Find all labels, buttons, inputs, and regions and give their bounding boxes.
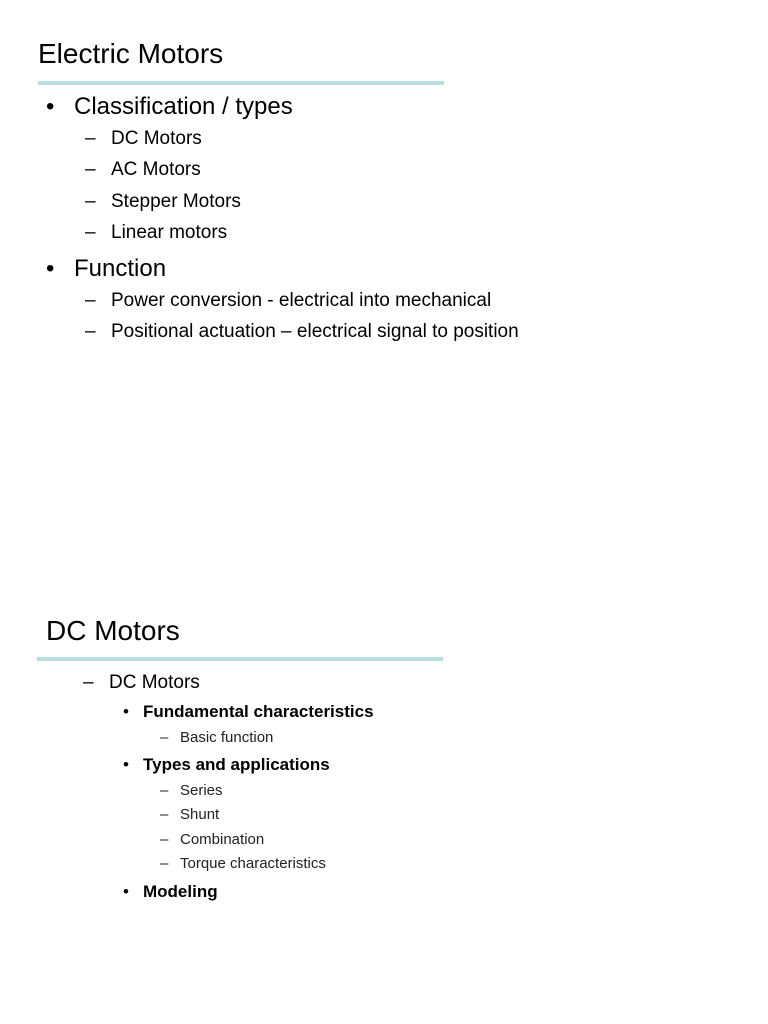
title-underline [37, 657, 443, 661]
sub-sub-bullet-item [160, 830, 265, 850]
dash-marker: – [160, 855, 169, 872]
bullet-marker: • [46, 255, 55, 282]
sub-bullet-item [85, 127, 202, 151]
dash-marker: – [160, 729, 169, 746]
sub-bullet-item [85, 320, 519, 344]
sub-bullet-text: Positional actuation – electrical signal to position [111, 321, 519, 342]
sub-bullet-item [123, 881, 218, 903]
sub-sub-bullet-text: Basic function [180, 729, 274, 746]
sub-bullet-item [85, 289, 492, 313]
sub-bullet-item [123, 701, 374, 723]
sub-sub-bullet-item [160, 781, 223, 801]
dash-marker: – [160, 831, 169, 848]
bullet-text: Function [74, 255, 167, 282]
sub-bullet-item [85, 190, 241, 214]
bullet-text: DC Motors [109, 672, 200, 693]
sub-bullet-text: Modeling [143, 882, 218, 901]
slide-dc-motors [0, 512, 768, 1024]
sub-bullet-text: Power conversion - electrical into mechanical [111, 290, 492, 311]
dash-marker: – [85, 321, 96, 342]
sub-sub-bullet-text: Torque characteristics [180, 855, 326, 872]
bullet-marker: • [123, 702, 129, 721]
dash-marker: – [85, 222, 96, 243]
dash-marker: – [85, 290, 96, 311]
sub-sub-bullet-item [160, 728, 274, 748]
dash-marker: – [160, 806, 169, 823]
bullet-text: Classification / types [74, 93, 293, 120]
bullet-marker: • [46, 93, 55, 120]
sub-sub-bullet-item [160, 854, 326, 874]
sub-bullet-text: Types and applications [143, 755, 330, 774]
dash-marker: – [85, 128, 96, 149]
bullet-marker: • [123, 882, 129, 901]
sub-bullet-text: Fundamental characteristics [143, 702, 374, 721]
sub-bullet-item [85, 158, 201, 182]
sub-sub-bullet-text: Shunt [180, 806, 220, 823]
bullet-item [83, 671, 200, 695]
dash-marker: – [83, 672, 94, 693]
sub-sub-bullet-text: Combination [180, 831, 265, 848]
sub-sub-bullet-text: Series [180, 782, 223, 799]
dash-marker: – [160, 782, 169, 799]
title-underline [38, 81, 444, 85]
slide-title: Electric Motors [38, 38, 224, 69]
sub-bullet-text: Stepper Motors [111, 191, 241, 212]
sub-bullet-text: AC Motors [111, 159, 201, 180]
sub-bullet-item [123, 754, 330, 776]
bullet-item [46, 93, 293, 121]
sub-sub-bullet-item [160, 805, 220, 825]
sub-bullet-text: Linear motors [111, 222, 228, 243]
sub-bullet-item [85, 221, 228, 245]
dash-marker: – [85, 191, 96, 212]
bullet-marker: • [123, 755, 129, 774]
bullet-item [46, 255, 167, 283]
sub-bullet-text: DC Motors [111, 128, 202, 149]
slide-title: DC Motors [46, 615, 180, 646]
dash-marker: – [85, 159, 96, 180]
